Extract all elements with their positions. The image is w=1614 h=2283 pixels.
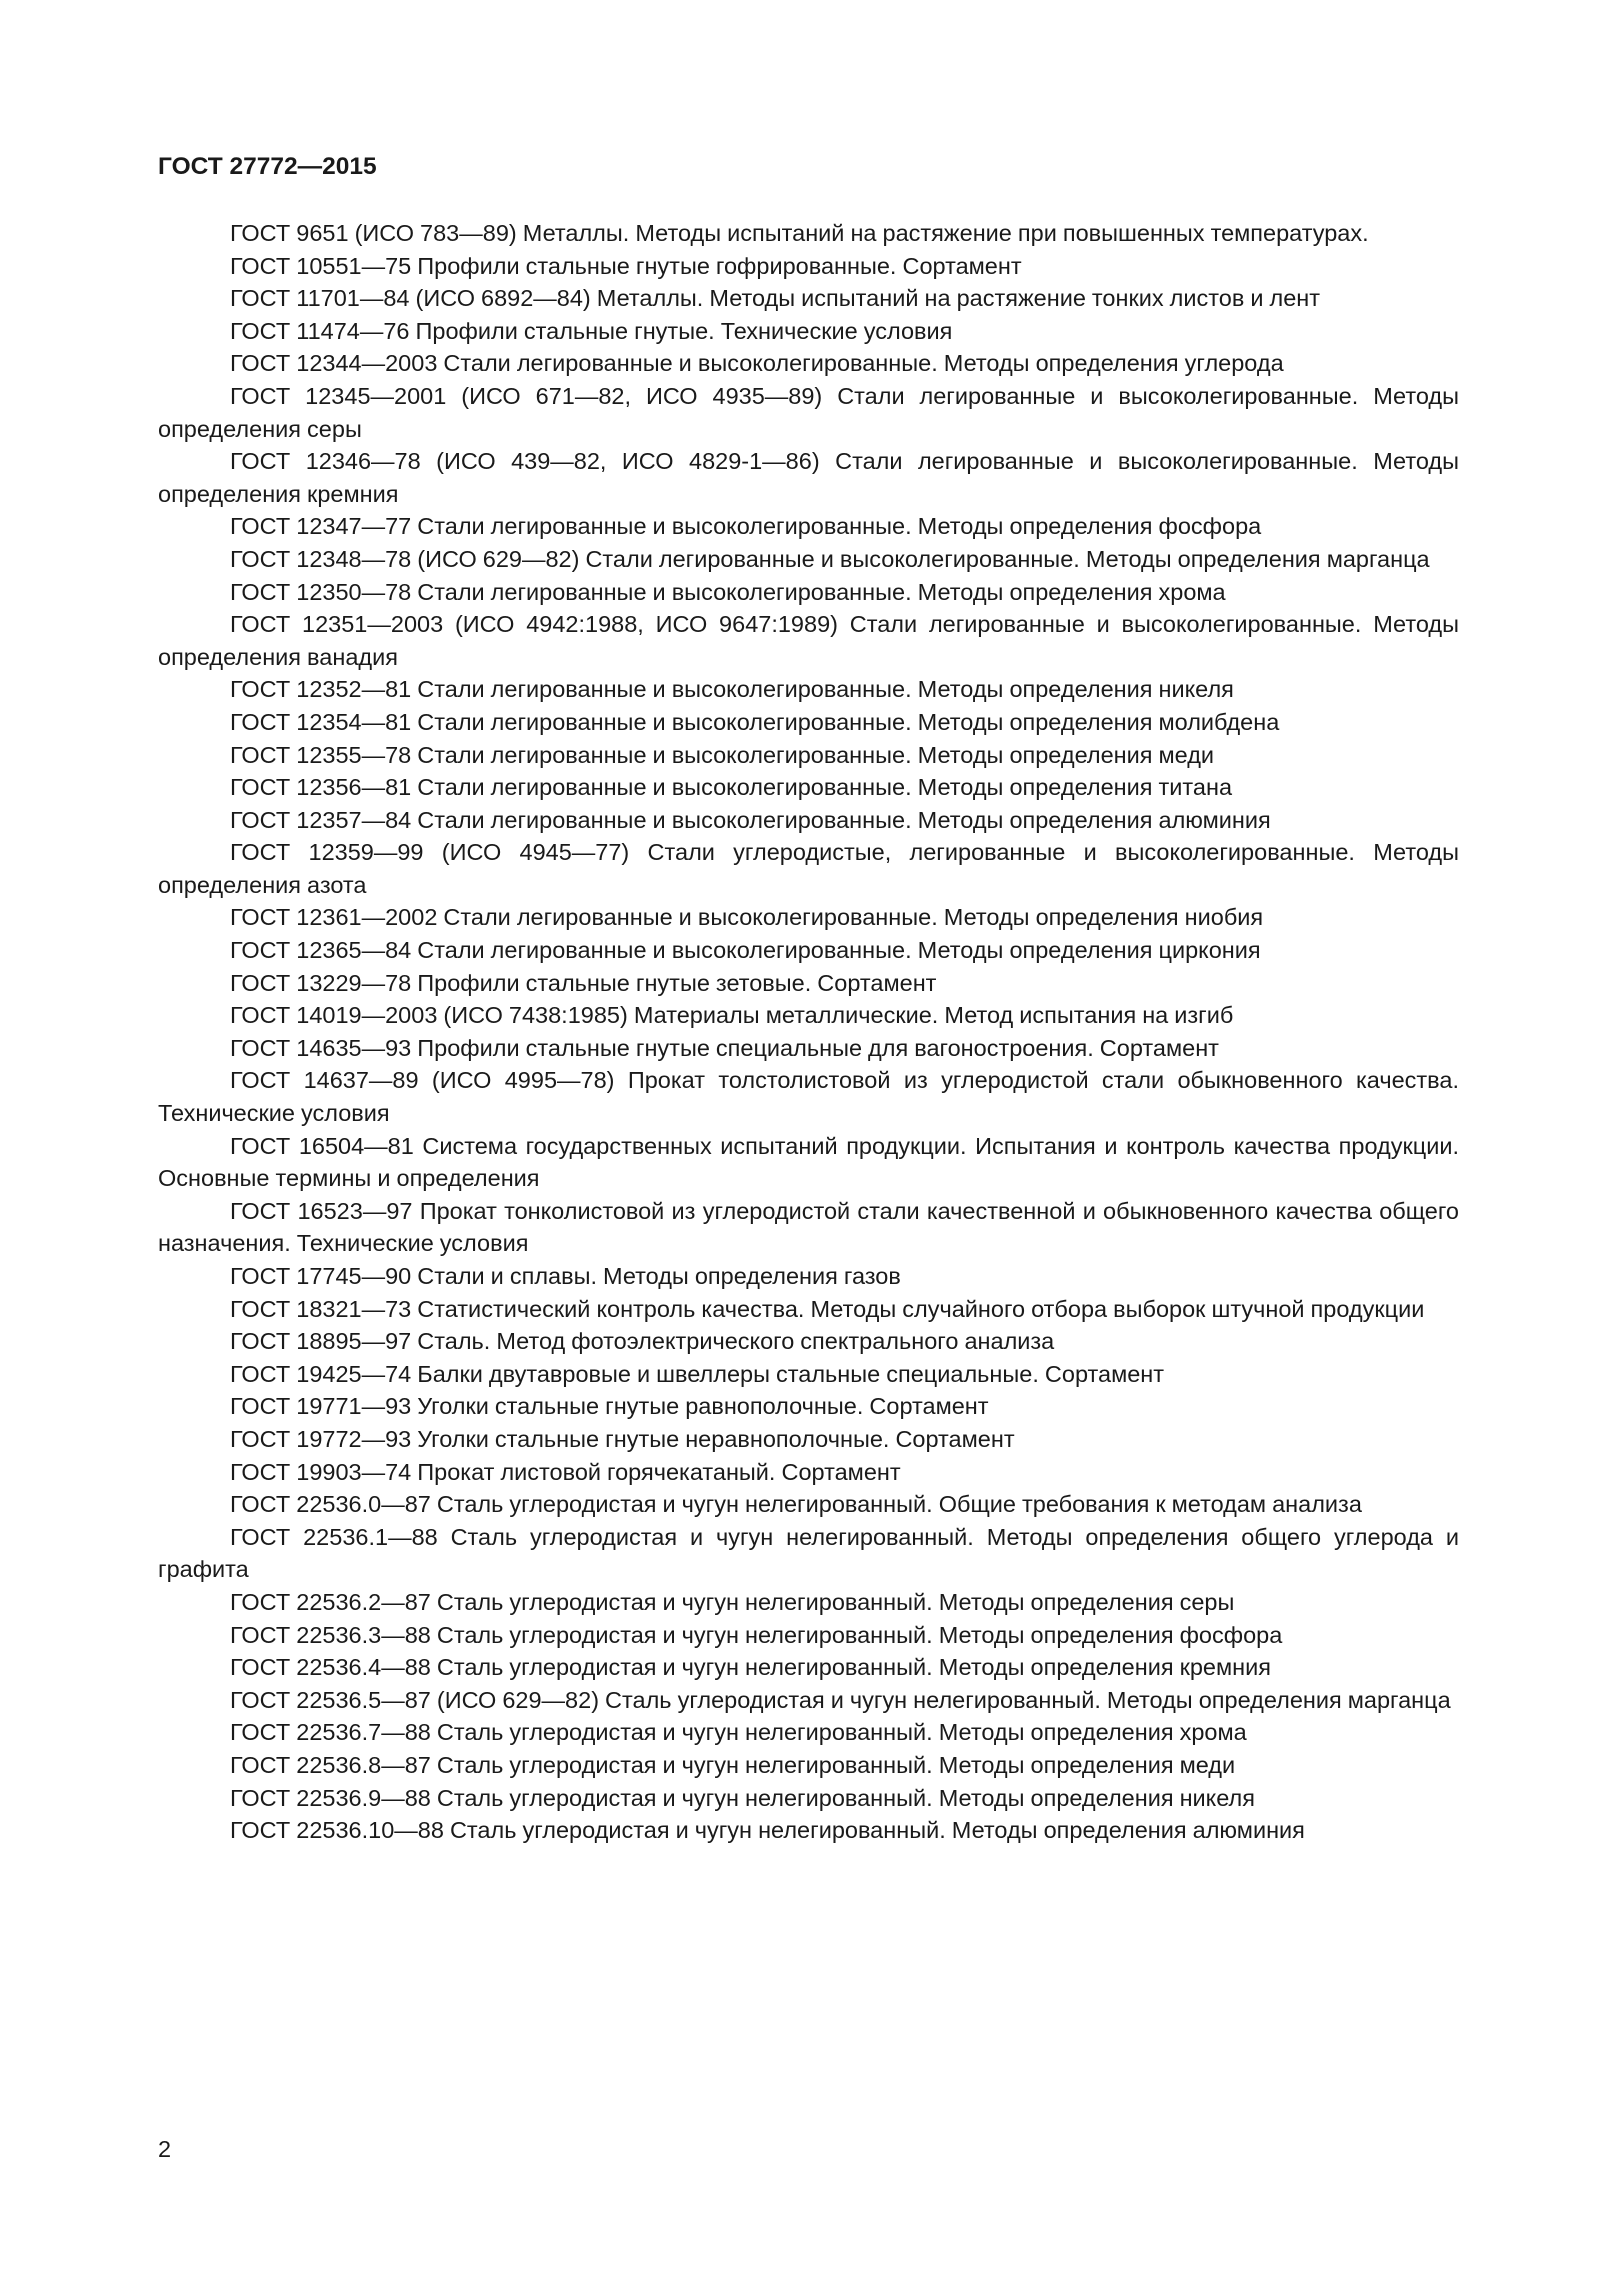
- reference-item: ГОСТ 22536.8—87 Сталь углеродистая и чугун нелегированный. Методы определения меди: [230, 1751, 1236, 1778]
- reference-item: ГОСТ 17745—90 Стали и сплавы. Методы определения газов: [230, 1263, 901, 1289]
- reference-item: ГОСТ 12352—81 Стали легированные и высоколегированные. Методы определения никеля: [230, 676, 1234, 703]
- reference-item: ГОСТ 22536.7—88 Сталь углеродистая и чугун нелегированный. Методы определения хрома: [230, 1719, 1247, 1746]
- normative-references-list: [158, 217, 1459, 1847]
- reference-item: ГОСТ 22536.1—88 Сталь углеродистая и чугун нелегированный. Методы определения общего углерода и графита: [158, 1523, 1459, 1583]
- reference-item: ГОСТ 22536.4—88 Сталь углеродистая и чугун нелегированный. Методы определения кремния: [230, 1654, 1271, 1681]
- reference-item: ГОСТ 12357—84 Стали легированные и высоколегированные. Методы определения алюминия: [230, 806, 1271, 833]
- reference-item: ГОСТ 16504—81 Система государственных испытаний продукции. Испытания и контроль качества продукции. Основные термины и определения: [158, 1132, 1459, 1192]
- reference-item: ГОСТ 12346—78 (ИСО 439—82, ИСО 4829-1—86) Стали легированные и высоколегированные. Методы определения кремния: [158, 448, 1459, 507]
- reference-item: ГОСТ 14637—89 (ИСО 4995—78) Прокат толстолистовой из углеродистой стали обыкновенного качества. Технические условия: [158, 1067, 1459, 1127]
- reference-item: ГОСТ 12344—2003 Стали легированные и высоколегированные. Методы определения углерода: [230, 350, 1284, 377]
- reference-item: ГОСТ 12345—2001 (ИСО 671—82, ИСО 4935—89) Стали легированные и высоколегированные. Методы определения серы: [158, 382, 1459, 442]
- reference-item: ГОСТ 12365—84 Стали легированные и высоколегированные. Методы определения циркония: [230, 937, 1261, 964]
- reference-item: ГОСТ 16523—97 Прокат тонколистовой из углеродистой стали качественной и обыкновенного качества общего назначения. Технические условия: [158, 1197, 1459, 1257]
- reference-item: ГОСТ 19425—74 Балки двутавровые и швеллеры стальные специальные. Сортамент: [230, 1360, 1165, 1387]
- reference-item: ГОСТ 19772—93 Уголки стальные гнутые неравнополочные. Сортамент: [230, 1425, 1015, 1452]
- reference-item: ГОСТ 22536.9—88 Сталь углеродистая и чугун нелегированный. Методы определения никеля: [230, 1784, 1255, 1811]
- reference-item: ГОСТ 19903—74 Прокат листовой горячекатаный. Сортамент: [230, 1458, 901, 1485]
- reference-item: ГОСТ 19771—93 Уголки стальные гнутые равнополочные. Сортамент: [230, 1393, 989, 1420]
- reference-item: ГОСТ 12359—99 (ИСО 4945—77) Стали углеродистые, легированные и высоколегированные. Методы определения азота: [158, 839, 1459, 898]
- reference-item: ГОСТ 10551—75 Профили стальные гнутые гофрированные. Сортамент: [230, 252, 1022, 279]
- reference-item: ГОСТ 12350—78 Стали легированные и высоколегированные. Методы определения хрома: [230, 578, 1226, 605]
- reference-item: ГОСТ 12355—78 Стали легированные и высоколегированные. Методы определения меди: [230, 741, 1215, 768]
- reference-item: ГОСТ 12361—2002 Стали легированные и высоколегированные. Методы определения ниобия: [230, 904, 1264, 931]
- reference-item: ГОСТ 22536.2—87 Сталь углеродистая и чугун нелегированный. Методы определения серы: [230, 1588, 1235, 1615]
- reference-item: ГОСТ 12351—2003 (ИСО 4942:1988, ИСО 9647:1989) Стали легированные и высоколегированные. Методы определения ванадия: [158, 611, 1459, 670]
- reference-item: ГОСТ 18895—97 Сталь. Метод фотоэлектрического спектрального анализа: [230, 1328, 1055, 1355]
- document-header: ГОСТ 27772—2015: [158, 153, 377, 180]
- reference-item: ГОСТ 13229—78 Профили стальные гнутые зетовые. Сортамент: [230, 969, 937, 996]
- reference-item: ГОСТ 12354—81 Стали легированные и высоколегированные. Методы определения молибдена: [230, 708, 1280, 735]
- reference-item: ГОСТ 18321—73 Статистический контроль качества. Методы случайного отбора выборок штучной продукции: [230, 1295, 1425, 1322]
- reference-item: ГОСТ 22536.3—88 Сталь углеродистая и чугун нелегированный. Методы определения фосфора: [230, 1621, 1283, 1648]
- page-number: 2: [158, 2136, 172, 2162]
- reference-item: ГОСТ 11474—76 Профили стальные гнутые. Технические условия: [230, 317, 953, 344]
- reference-item: ГОСТ 22536.10—88 Сталь углеродистая и чугун нелегированный. Методы определения алюминия: [230, 1817, 1305, 1844]
- reference-item: ГОСТ 9651 (ИСО 783—89) Металлы. Методы испытаний на растяжение при повышенных температурах.: [230, 220, 1369, 246]
- reference-item: ГОСТ 14635—93 Профили стальные гнутые специальные для вагоностроения. Сортамент: [230, 1034, 1219, 1061]
- reference-item: ГОСТ 12348—78 (ИСО 629—82) Стали легированные и высоколегированные. Методы определения марганца: [230, 545, 1430, 572]
- reference-item: ГОСТ 12356—81 Стали легированные и высоколегированные. Методы определения титана: [230, 774, 1233, 801]
- reference-item: ГОСТ 12347—77 Стали легированные и высоколегированные. Методы определения фосфора: [230, 513, 1262, 540]
- reference-item: ГОСТ 22536.5—87 (ИСО 629—82) Сталь углеродистая и чугун нелегированный. Методы определения марганца: [230, 1686, 1451, 1713]
- reference-item: ГОСТ 11701—84 (ИСО 6892—84) Металлы. Методы испытаний на растяжение тонких листов и лент: [230, 285, 1321, 312]
- reference-item: ГОСТ 22536.0—87 Сталь углеродистая и чугун нелегированный. Общие требования к методам анализа: [230, 1491, 1362, 1518]
- reference-item: ГОСТ 14019—2003 (ИСО 7438:1985) Материалы металлические. Метод испытания на изгиб: [230, 1002, 1234, 1029]
